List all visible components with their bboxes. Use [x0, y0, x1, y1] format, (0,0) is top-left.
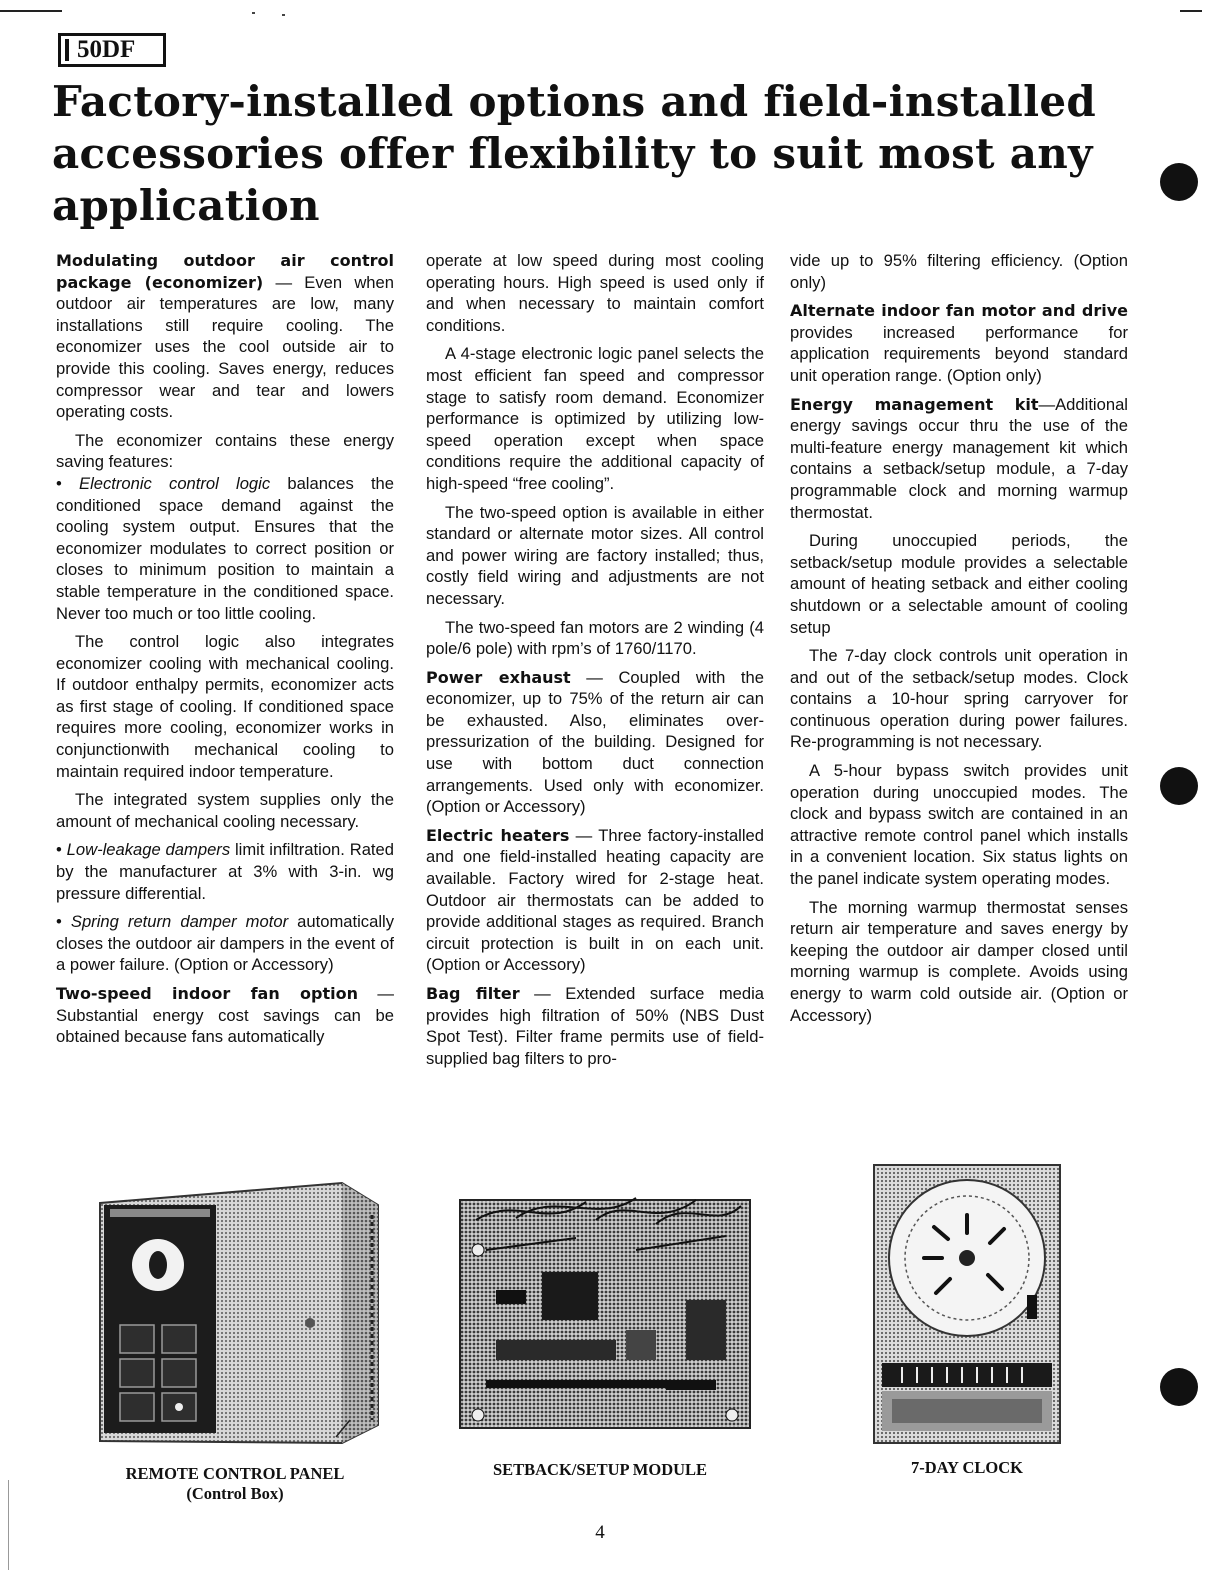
bullet-control-logic: [56, 473, 394, 624]
paragraph: The morning warmup thermostat senses return air temperature and saves energy by keeping the outdoor air damper closed until morning warmup is complete. Avoids using energy to warm cold outside air. (Option or Accessory): [790, 897, 1128, 1025]
paragraph-power-exhaust: [426, 667, 764, 818]
paragraph: The two-speed option is available in either standard or alternate motor sizes. All control and power wiring are factory installed; thus, costly field wiring and adjustments are not necessary.: [426, 502, 764, 608]
remote-control-panel-photo: [92, 1175, 382, 1455]
paragraph-two-speed-fan: [56, 983, 394, 1048]
text-column-1: [56, 250, 394, 1055]
paragraph: The two-speed fan motors are 2 winding (4 pole/6 pole) with rpm’s of 1760/1170.: [426, 617, 764, 659]
paragraph-text: — Three factory-installed and one field-installed heating capacity are available. Factory wired for 2-stage heat. Outdoor air thermostats can be added to provide additional stages as required. Branch circuit protection is built in on each unit. (Option or Accessory): [426, 825, 764, 975]
caption-line: (Control Box): [186, 1484, 284, 1503]
bullet-heading: Spring return damper motor: [70, 912, 289, 932]
heading-electric-heaters: Electric heaters: [426, 825, 570, 845]
bullet-text: balances the conditioned space demand against the cooling system output. Ensures that the economizer modulates to correct position or closes to minimum position to maintain a stable temperature in the conditioned space. Never too much or too little cooling.: [56, 473, 395, 623]
setback-module-caption: SETBACK/SETUP MODULE: [492, 1460, 708, 1479]
scan-speck: [252, 12, 255, 14]
paragraph: During unoccupied periods, the setback/setup module provides a selectable amount of heating setback and either cooling shutdown or a selectable amount of cooling setup: [790, 531, 1128, 637]
paragraph-text: —Additional energy savings occur thru the use of the multi-feature energy management kit which contains a setback/setup module, a 7-day programmable clock and morning warmup thermostat.: [790, 394, 1128, 522]
paragraph-economizer: [56, 250, 394, 423]
scan-speck: [282, 14, 285, 16]
paragraph-text: — Extended surface media provides high filtration of 50% (NBS Dust Spot Test). Filter frame permits use of field-supplied bag filters to pro-: [426, 984, 765, 1068]
paragraph-bag-filter: [426, 983, 764, 1069]
paragraph-electric-heaters: [426, 825, 764, 976]
bullet-text: limit infiltration. Rated by the manufacturer at 3% with 3-in. wg pressure differential.: [56, 840, 395, 903]
heading-power-exhaust: Power exhaust: [426, 667, 571, 687]
paragraph-text: — Coupled with the economizer, up to 75% of the return air can be exhausted. Also, eliminates over-pressurization of the building. Designed for use with bottom duct connection arrangements. Used only with economizer. (Option or Accessory): [426, 667, 764, 817]
bullet-mark: •: [56, 840, 67, 860]
paragraph: The economizer contains these energy saving features:: [56, 430, 394, 472]
heading-two-speed-fan: Two-speed indoor fan option: [56, 984, 359, 1003]
heading-alternate-motor: Alternate indoor fan motor and drive: [790, 301, 1128, 321]
paragraph: A 4-stage electronic logic panel selects the most efficient fan speed and compressor stage to satisfy room demand. Economizer performance is optimized by utilizing low-speed operation except when space conditions require the additional capacity of high-speed “free cooling”.: [426, 344, 764, 493]
caption-line: REMOTE CONTROL PANEL: [125, 1464, 345, 1483]
top-rule-right: [1180, 10, 1202, 12]
heading-economizer: Modulating outdoor air control package (economizer): [56, 251, 394, 292]
remote-panel-caption: [80, 1464, 390, 1504]
heading-bag-filter: Bag filter: [426, 984, 520, 1003]
paragraph-energy-kit: [790, 394, 1128, 524]
bullet-mark: •: [56, 912, 71, 932]
top-rule-left: [0, 10, 62, 12]
clock-caption: 7-DAY CLOCK: [911, 1458, 1023, 1477]
paragraph: vide up to 95% filtering efficiency. (Option only): [790, 251, 1128, 292]
page-title: Factory-installed options and field-installed accessories offer flexibility to suit most any application: [52, 77, 1097, 230]
model-badge: 50DF: [58, 33, 166, 67]
paragraph-alternate-motor: [790, 300, 1128, 386]
text-column-2: [426, 250, 764, 1076]
setback-setup-module-photo: [456, 1190, 756, 1435]
paragraph: The 7-day clock controls unit operation in and out of the setback/setup modes. Clock contains a 10-hour spring carryover for continuous operation during power failures. Re-programming is not necessary.: [790, 646, 1128, 752]
bullet-mark: •: [56, 473, 79, 493]
paragraph: The integrated system supplies only the amount of mechanical cooling necessary.: [56, 790, 394, 831]
heading-energy-kit: Energy management kit: [790, 394, 1039, 414]
hole-punch: [1160, 1368, 1198, 1406]
paragraph-text: — Even when outdoor air temperatures are low, many installations still require cooling. The economizer uses the cool outside air to provide this cooling. Saves energy, reduces compressor wear and tear and lowers operating costs.: [56, 272, 394, 422]
paragraph: The control logic also integrates economizer cooling with mechanical cooling. If outdoor enthalpy permits, economizer acts as first stage of cooling. If conditioned space requires more cooling, economizer works in conjunctionwith mechanical cooling to maintain required indoor temperature.: [56, 632, 394, 781]
bullet-heading: Low-leakage dampers: [66, 840, 231, 860]
paragraph-text: provides increased performance for application requirements beyond standard unit operation range. (Option only): [790, 322, 1128, 385]
bullet-dampers: [56, 839, 394, 904]
hole-punch: [1160, 767, 1198, 805]
bullet-heading: Electronic control logic: [79, 473, 271, 493]
scan-margin-line: [8, 1480, 9, 1570]
paragraph: operate at low speed during most cooling operating hours. High speed is used only if and when necessary to maintain comfort conditions.: [426, 251, 764, 335]
paragraph: A 5-hour bypass switch provides unit operation during unoccupied modes. The clock and bypass switch are contained in an attractive remote control panel which installs in a convenient location. Six status lights on the panel indicate system operating modes.: [790, 761, 1128, 889]
paragraph-text: — Substantial energy cost savings can be obtained because fans automatically: [56, 984, 394, 1047]
hole-punch: [1160, 163, 1198, 201]
page-number: 4: [595, 1522, 605, 1543]
bullet-text: automatically closes the outdoor air dampers in the event of a power failure. (Option or Accessory): [56, 912, 395, 975]
seven-day-clock-photo: [872, 1163, 1062, 1445]
bullet-damper-motor: [56, 911, 394, 976]
text-column-3: [790, 250, 1128, 1033]
